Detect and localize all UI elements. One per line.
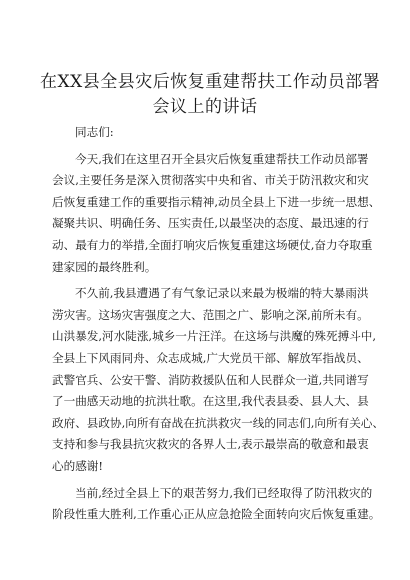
title-line: 在XX县全县灾后恢复重建帮扶工作动员部署 <box>40 72 381 92</box>
text-line: 当前,经过全县上下的艰苦努力,我们已经取得了防汛救灾的 <box>75 485 373 500</box>
text-line: 今天,我们在这里召开全县灾后恢复重建帮扶工作动员部署 <box>75 151 369 166</box>
text-line: 会议,主要任务是深入贯彻落实中央和省、市关于防汛救灾和灾 <box>52 173 369 188</box>
paragraph-3 <box>52 483 381 526</box>
text-line: 武警官兵、公安干警、消防救援队伍和人民群众一道,共同谱写 <box>52 372 369 387</box>
text-line: 涝灾害。这场灾害强度之大、范围之广、影响之深,前所未有。 <box>52 307 369 322</box>
paragraph-1 <box>52 149 381 279</box>
document-body <box>52 122 384 526</box>
text-line: 阶段性重大胜利,工作重心正从应急抢险全面转向灾后恢复重建。 <box>52 507 381 522</box>
text-line: 心的感谢! <box>52 458 104 473</box>
salutation: 同志们: <box>75 125 114 139</box>
text-line: 全县上下风雨同舟、众志成城,广大党员干部、解放军指战员、 <box>52 350 369 365</box>
text-line: 不久前,我县遭遇了有气象记录以来最为极端的特大暴雨洪 <box>75 286 369 301</box>
text-line: 建家园的最终胜利。 <box>52 259 157 274</box>
text-line: 政府、县政协,向所有奋战在抗洪救灾一线的同志们,向所有关心、 <box>52 415 384 430</box>
document-title <box>40 70 381 120</box>
paragraph-2 <box>52 283 384 477</box>
text-line: 山洪暴发,河水陡涨,城乡一片汪洋。在这场与洪魔的殊死搏斗中, <box>52 329 377 344</box>
text-line: 了一曲感天动地的抗洪壮歌。在这里,我代表县委、县人大、县 <box>52 394 369 409</box>
text-line: 支持和参与我县抗灾救灾的各界人士,表示最崇高的敬意和最衷 <box>52 437 369 452</box>
text-line: 动、最有力的举措,全面打响灾后恢复重建这场硬仗,奋力夺取重 <box>52 237 373 252</box>
text-line: 后恢复重建工作的重要指示精神,动员全县上下进一步统一思想、 <box>52 194 381 209</box>
text-line: 凝聚共识、明确任务、压实责任,以最坚决的态度、最迅速的行 <box>52 216 369 231</box>
title-line: 会议上的讲话 <box>152 97 258 117</box>
